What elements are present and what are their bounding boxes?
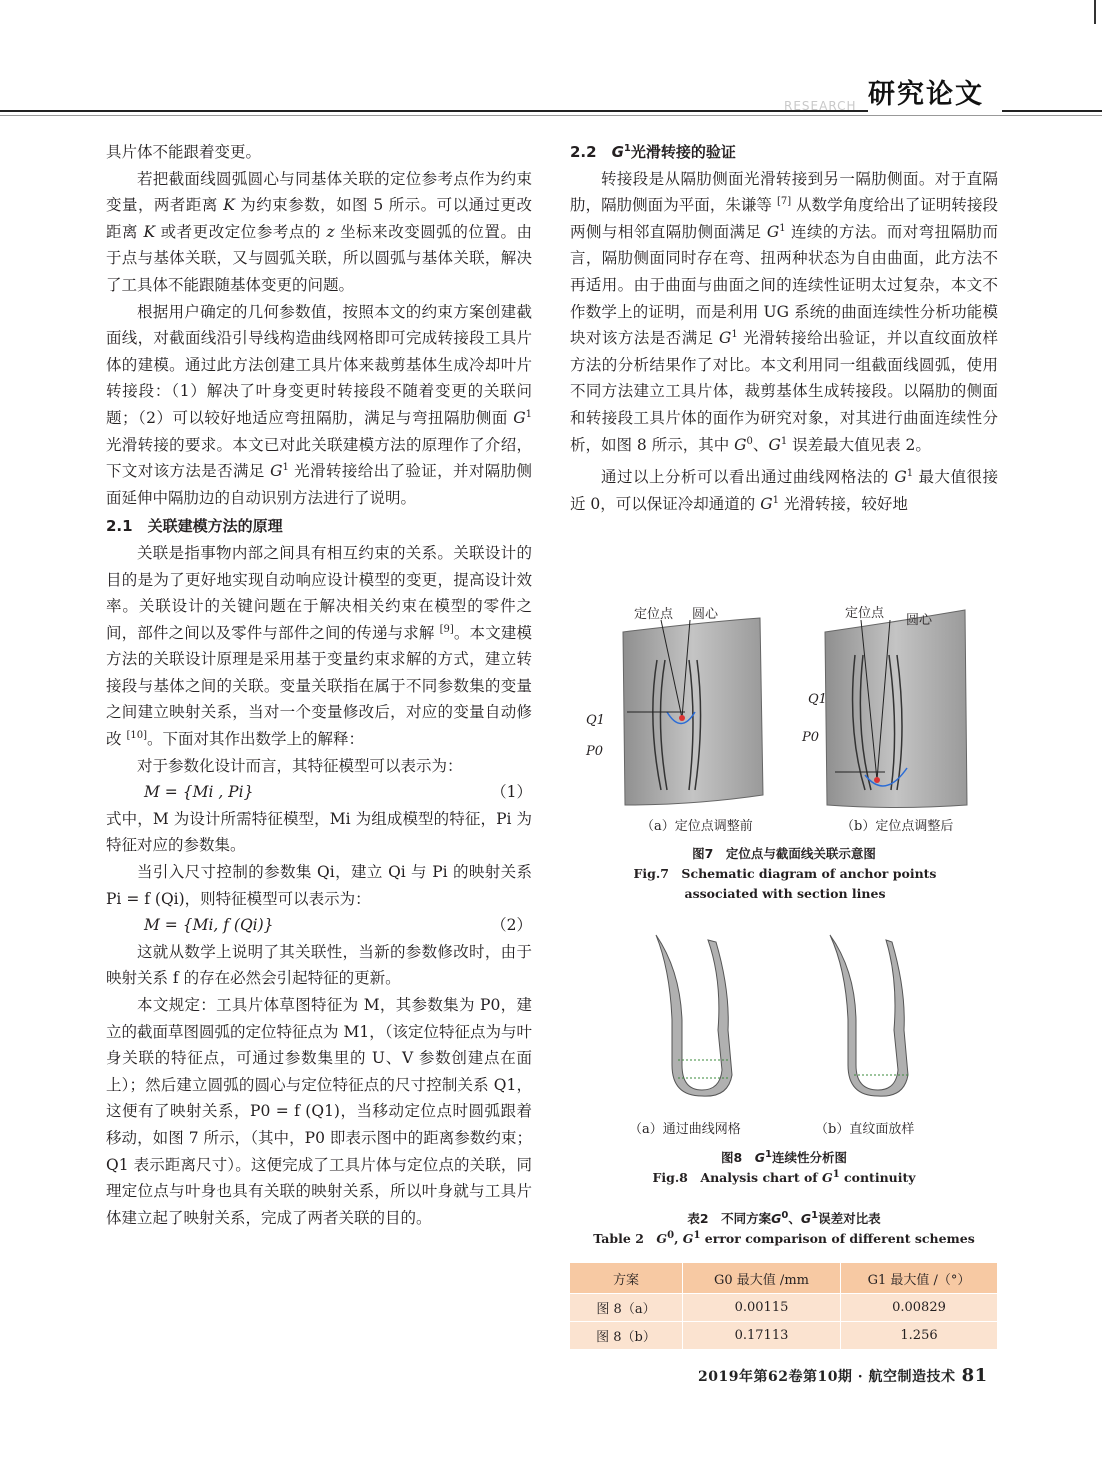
fig7a-q1-label: Q1 — [586, 713, 605, 728]
fig8b-subcaption: （b）直纹面放样 — [815, 1122, 915, 1137]
table-cell: 图 8（a） — [570, 1294, 683, 1322]
paragraph: 式中，M 为设计所需特征模型，Mi 为组成模型的特征，Pi 为特征对应的参数集。 — [106, 809, 532, 855]
right-column — [570, 139, 998, 517]
fig7a-anchor-label: 定位点 — [634, 607, 674, 622]
figure-7-graphic — [585, 600, 985, 815]
paragraph: 关联是指事物内部之间具有相互约束的关系。关联设计的目的是为了更好地实现自动响应设计模型的变更，提高设计效率。关联设计的关键问题在于解决相关约束在模型的零件之间，部件之间以及零件与部件之间的传递与求解 [9]。本文建模方法的关联设计原理是采用基于变量约束求解的方式，建立转接段与基体之间的关联。变量关联指在属于不同参数集的变量之间建立映射关系，当对一个变量修改后，对应的变量自动修改 [10]。下面对其作出数学上的解释： — [106, 543, 532, 749]
fig7-caption-cn: 图7 定位点与截面线关联示意图 — [692, 846, 876, 861]
table-cell: 0.17113 — [683, 1322, 841, 1350]
figure-7a-blade — [623, 618, 763, 805]
fig7a-center-label: 圆心 — [692, 607, 719, 622]
fig7b-anchor-label: 定位点 — [845, 606, 885, 621]
fig7b-q1-label: Q1 — [808, 692, 827, 707]
paragraph: 本文规定：工具片体草图特征为 M，其参数集为 P0，建立的截面草图圆弧的定位特征点为 M1，（该定位特征点为与叶身关联的特征点，可通过参数集里的 U、V 参数创建点在面上）；然后建立圆弧的圆心与定位特征点的尺寸控制关系 Q1，这便有了映射关系，P0 = f (Q1)，当移动定位点时圆弧跟着移动，如图 7 所示，（其中，P0 即表示图中的距离参数约束；Q1 表示距离尺寸）。这便完成了工具片体与定位点的关联，同理定位点与叶身也具有关联的映射关系，所以叶身就与工具片体建立起了映射关系，完成了两者关联的目的。 — [106, 996, 532, 1227]
table-header-row — [570, 1263, 998, 1294]
fig7a-subcaption: （a）定位点调整前 — [641, 819, 753, 834]
fig8-caption-cn: 图8 $G^1$连续性分析图 — [721, 1148, 847, 1165]
paragraph: 转接段是从隔肋侧面光滑转接到另一隔肋侧面。对于直隔肋，隔肋侧面为平面，朱谦等 [7] 从数学角度给出了证明转接段两侧与相邻直隔肋侧面满足 $G^1$ 连续的方法。而对弯扭隔肋而言，隔肋侧面同时存在弯、扭两种状态为自由曲面，此方法不再适用。由于曲面与曲面之间的连续性证明太过复杂，本文不作数学上的证明，而是利用 UG 系统的曲面连续性分析功能模块对该方法是否满足 $G^1$ 光滑转接给出验证，并以直纹面放样方法的分析结果作了对比。本文利用同一组截面线圆弧，使用不同方法建立工具片体，裁剪基体生成转接段。以隔肋的侧面和转接段工具片体的面作为研究对象，对其进行曲面连续性分析，如图 8 所示，其中 $G^0$、$G^1$ 误差最大值见表 2。 — [570, 169, 998, 454]
paragraph: 当引入尺寸控制的参数集 Qi，建立 Qi 与 Pi 的映射关系 Pi = f (Qi)，则特征模型可以表示为： — [106, 863, 532, 908]
section-heading-2-1: 2.1 关联建模方法的原理 — [106, 517, 283, 536]
table-header-cell: G0 最大值 /mm — [683, 1263, 841, 1294]
fig7-caption-en: Fig.7 Schematic diagram of anchor points associated with section lines — [633, 866, 937, 901]
figure-8b-surface — [830, 935, 910, 1096]
fig7b-p0-label: P0 — [802, 730, 820, 745]
paragraph: 具片体不能跟着变更。 — [106, 143, 262, 161]
paragraph: 若把截面线圆弧圆心与同基体关联的定位参考点作为约束变量，两者距离 K 为约束参数，如图 5 所示。可以通过更改距离 K 或者更改定位参考点的 z 坐标来改变圆弧的位置。由于点与基体关联，又与圆弧关联，所以圆弧与基体关联，解决了工具体不能跟随基体变更的问题。 — [106, 169, 532, 294]
table-header-cell: G1 最大值 /（°） — [841, 1263, 998, 1294]
table-cell: 1.256 — [841, 1322, 998, 1350]
fig7b-subcaption: （b）定位点调整后 — [841, 819, 954, 834]
section-heading-2-2: 2.2 $G^1$光滑转接的验证 — [570, 143, 736, 161]
paragraph: 通过以上分析可以看出通过曲线网格法的 $G^1$ 最大值很接近 0，可以保证冷却通道的 $G^1$ 光滑转接，较好地 — [570, 467, 998, 513]
equation-2: M = {Mi, f (Qi)} （2） — [144, 916, 532, 935]
page-footer — [698, 1365, 988, 1386]
page-number: 81 — [961, 1365, 988, 1386]
table2-caption-en: Table 2 $G^0$, $G^1$ error comparison of different schemes — [593, 1229, 975, 1246]
fig7a-p0-label: P0 — [586, 744, 604, 759]
table2-caption-cn: 表2 不同方案$G^0$、$G^1$误差对比表 — [687, 1209, 881, 1226]
paragraph: 根据用户确定的几何参数值，按照本文的约束方案创建截面线，对截面线沿引导线构造曲线网格即可完成转接段工具片体的建模。通过此方法创建工具片体来裁剪基体生成冷却叶片转接段：（1）解决了叶身变更时转接段不随着变更的关联问题；（2）可以较好地适应弯扭隔肋，满足与弯扭隔肋侧面 $G^1$ 光滑转接的要求。本文已对此关联建模方法的原理作了介绍，下文对该方法是否满足 $G^1$ 光滑转接给出了验证，并对隔肋侧面延伸中隔肋边的自动识别方法进行了说明。 — [106, 302, 532, 507]
table-cell: 图 8（b） — [570, 1322, 683, 1350]
table-header-cell: 方案 — [570, 1263, 683, 1294]
footer-journal: 2019年第62卷第10期 · 航空制造技术 — [698, 1369, 956, 1385]
figure-8a-surface — [656, 935, 732, 1096]
table-row — [570, 1294, 998, 1322]
figure-7b-blade — [825, 610, 967, 808]
table-cell: 0.00115 — [683, 1294, 841, 1322]
table-row — [570, 1322, 998, 1350]
paragraph: 对于参数化设计而言，其特征模型可以表示为： — [137, 756, 463, 775]
header-research-label: RESEARCH — [784, 99, 857, 113]
equation-1: M = {Mi , Pi} （1） — [144, 783, 532, 802]
left-column — [106, 139, 532, 1231]
table-cell: 0.00829 — [841, 1294, 998, 1322]
corner-mark — [1094, 0, 1096, 24]
fig8-caption-en: Fig.8 Analysis chart of $G^1$ continuity — [652, 1168, 916, 1185]
header-rule-thin — [0, 115, 1102, 116]
fig7b-center-label: 圆心 — [906, 613, 933, 628]
fig8a-subcaption: （a）通过曲线网格 — [629, 1122, 741, 1137]
paragraph: 这就从数学上说明了其关联性，当新的参数修改时，由于映射关系 f 的存在必然会引起特征的更新。 — [106, 942, 532, 988]
figure-8-graphic — [620, 930, 980, 1100]
header-section-title: 研究论文 — [868, 76, 1002, 114]
table-2 — [570, 1263, 998, 1349]
